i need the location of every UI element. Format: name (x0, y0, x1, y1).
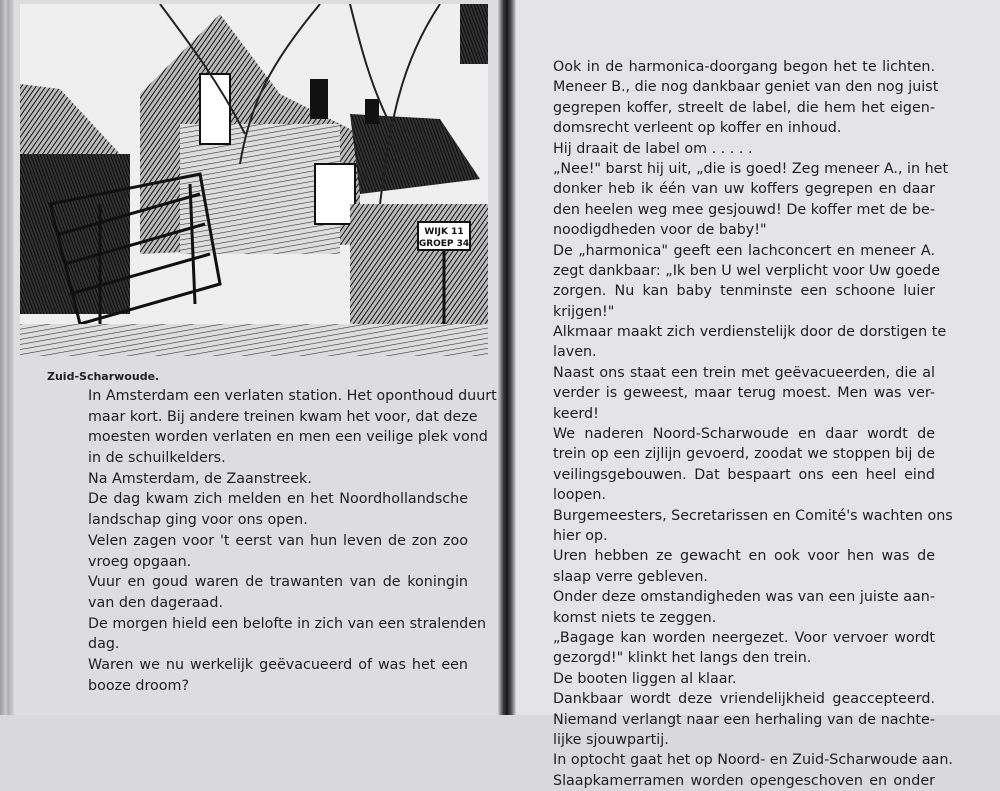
left-page-text (88, 386, 497, 696)
text-line: donker heb ik één van uw koffers gegrepen en daar (553, 181, 935, 198)
text-line: Alkmaar maakt zich verdienstelijk door de dorstigen te (553, 324, 947, 341)
text-line: De dag kwam zich melden en het Noordhollandsche (88, 491, 468, 508)
text-line: van den dageraad. (88, 594, 224, 611)
text-line: Ook in de harmonica-doorgang begon het te lichten. (553, 59, 935, 75)
text-line: lijke sjouwpartij. (553, 731, 669, 748)
text-line: „Nee!" barst hij uit, „die is goed! Zeg meneer A., in het (553, 160, 949, 177)
book-spine (498, 0, 516, 715)
text-line: moesten worden verlaten en men een veilige plek vond (88, 429, 488, 446)
text-line: krijgen!" (553, 303, 615, 320)
page-edge (0, 0, 14, 715)
text-line: Uren hebben ze gewacht en ook voor hen was de (553, 548, 935, 565)
text-line: Burgemeesters, Secretarissen en Comité's wachten ons (553, 507, 953, 524)
text-line: landschap ging voor ons open. (88, 512, 308, 529)
text-line: We naderen Noord-Scharwoude en daar wordt de (553, 426, 935, 443)
text-line: maar kort. Bij andere treinen kwam het voor, dat deze (88, 408, 478, 425)
text-line: zegt dankbaar: „Ik ben U wel verplicht voor Uw goede (553, 262, 941, 279)
text-line: verder is geweest, maar terug moest. Men was ver- (553, 385, 935, 402)
text-line: Na Amsterdam, de Zaanstreek. (88, 470, 312, 487)
text-line: Dankbaar wordt deze vriendelijkheid geaccepteerd. (553, 691, 935, 708)
text-line: vroeg opgaan. (88, 553, 192, 570)
text-line: loopen. (553, 487, 606, 504)
text-line: slaap verre gebleven. (553, 568, 708, 585)
text-line: hier op. (553, 527, 608, 544)
text-line: In Amsterdam een verlaten station. Het oponthoud duurt (88, 388, 497, 404)
text-line: gegrepen koffer, streelt de label, die hem het eigen- (553, 99, 935, 116)
text-line: in de schuilkelders. (88, 450, 226, 467)
text-line: Vuur en goud waren de trawanten van de koningin (88, 574, 468, 591)
text-line: zorgen. Nu kan baby tenminste een schoone luier (553, 283, 935, 300)
text-line: keerd! (553, 405, 599, 422)
text-line: De „harmonica" geeft een lachconcert en meneer A. (553, 242, 935, 259)
text-line: Velen zagen voor 't eerst van hun leven de zon zoo (88, 532, 468, 549)
text-line: noodigdheden voor de baby!" (553, 222, 767, 239)
illustration-zuid-scharwoude (20, 4, 488, 356)
illustration-caption: Zuid-Scharwoude. (47, 370, 160, 383)
text-line: Waren we nu werkelijk geëvacueerd of was het een (88, 656, 468, 673)
text-line: trein op een zijlijn gevoerd, zoodat we stoppen bij de (553, 446, 935, 463)
sign-line-1: WIJK 11 (424, 227, 464, 237)
text-line: De booten liggen al klaar. (553, 670, 737, 687)
text-line: „Bagage kan worden neergezet. Voor vervoer wordt (553, 629, 935, 646)
text-line: den heelen weg mee gesjouwd! De koffer met de be- (553, 201, 935, 218)
text-line: In optocht gaat het op Noord- en Zuid-Scharwoude aan. (553, 752, 953, 769)
right-page-text (553, 57, 953, 791)
sign-line-2: GROEP 34 (418, 239, 470, 249)
text-line: Meneer B., die nog dankbaar geniet van den nog juist (553, 79, 939, 96)
text-line: De morgen hield een belofte in zich van een stralenden (88, 615, 487, 632)
text-line: Slaapkamerramen worden opengeschoven en onder (553, 772, 935, 789)
text-line: domsrecht verleent op koffer en inhoud. (553, 120, 842, 137)
text-line: dag. (88, 636, 120, 653)
text-line: Hij draait de label om . . . . . (553, 140, 753, 157)
text-line: Naast ons staat een trein met geëvacueerden, die al (553, 364, 935, 381)
text-line: komst niets te zeggen. (553, 609, 717, 626)
text-line: laven. (553, 344, 597, 361)
text-line: gezorgd!" klinkt het langs den trein. (553, 650, 812, 667)
text-line: Niemand verlangt naar een herhaling van de nachte- (553, 711, 935, 728)
text-line: Onder deze omstandigheden was van een juiste aan- (553, 589, 935, 606)
text-line: veilingsgebouwen. Dat bespaart ons een heel eind (553, 466, 935, 483)
text-line: booze droom? (88, 677, 190, 694)
